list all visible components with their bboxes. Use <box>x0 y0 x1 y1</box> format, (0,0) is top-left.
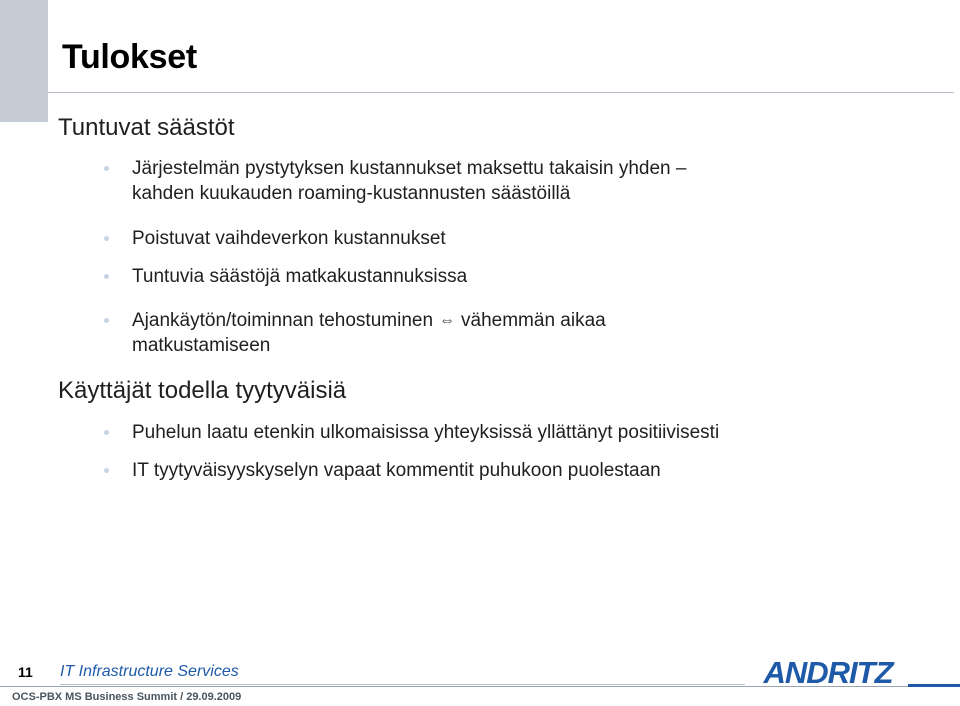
bullet-text-after: vähemmän aikaa <box>461 310 606 331</box>
slide-title: Tulokset <box>62 38 197 76</box>
footer-divider-upper <box>60 684 745 685</box>
bullet-text-line1: Järjestelmän pystytyksen kustannukset maksettu takaisin yhden – <box>132 158 687 179</box>
bullet-text: Tuntuvia säästöjä matkakustannuksissa <box>132 266 468 287</box>
bullet-text-before: Ajankäytön/toiminnan tehostuminen <box>132 310 434 331</box>
corner-decoration <box>0 0 48 122</box>
bullet-text-line1 <box>132 308 894 333</box>
andritz-logo <box>748 656 908 688</box>
list-item <box>104 420 894 445</box>
list-item <box>104 264 894 289</box>
bullet-icon <box>104 430 109 435</box>
bullet-icon <box>104 318 109 323</box>
footer-note: OCS-PBX MS Business Summit / 29.09.2009 <box>12 691 242 703</box>
bullet-text: IT tyytyväisyyskyselyn vapaat kommentit puhukoon puolestaan <box>132 460 661 481</box>
section-heading-users: Käyttäjät todella tyytyväisiä <box>58 377 347 404</box>
footer-section-label: IT Infrastructure Services <box>60 663 239 680</box>
page-number: 11 <box>18 664 33 680</box>
list-item <box>104 458 894 483</box>
bullet-text-line2: matkustamiseen <box>132 335 271 356</box>
double-arrow-icon: ⇔ <box>439 312 456 329</box>
list-item <box>104 308 894 358</box>
section-heading-savings: Tuntuvat säästöt <box>58 114 235 141</box>
logo-wordmark: ANDRITZ <box>763 656 893 688</box>
bullet-text: Puhelun laatu etenkin ulkomaisissa yhteyksissä yllättänyt positiivisesti <box>132 422 720 443</box>
logo-underline <box>908 684 960 687</box>
bullet-text-line2: kahden kuukauden roaming-kustannusten säästöillä <box>132 183 571 204</box>
bullet-icon <box>104 166 109 171</box>
title-divider <box>48 92 954 93</box>
list-item <box>104 156 894 206</box>
bullet-text: Poistuvat vaihdeverkon kustannukset <box>132 228 446 249</box>
list-item <box>104 226 894 251</box>
bullet-icon <box>104 468 109 473</box>
bullet-icon <box>104 236 109 241</box>
bullet-icon <box>104 274 109 279</box>
